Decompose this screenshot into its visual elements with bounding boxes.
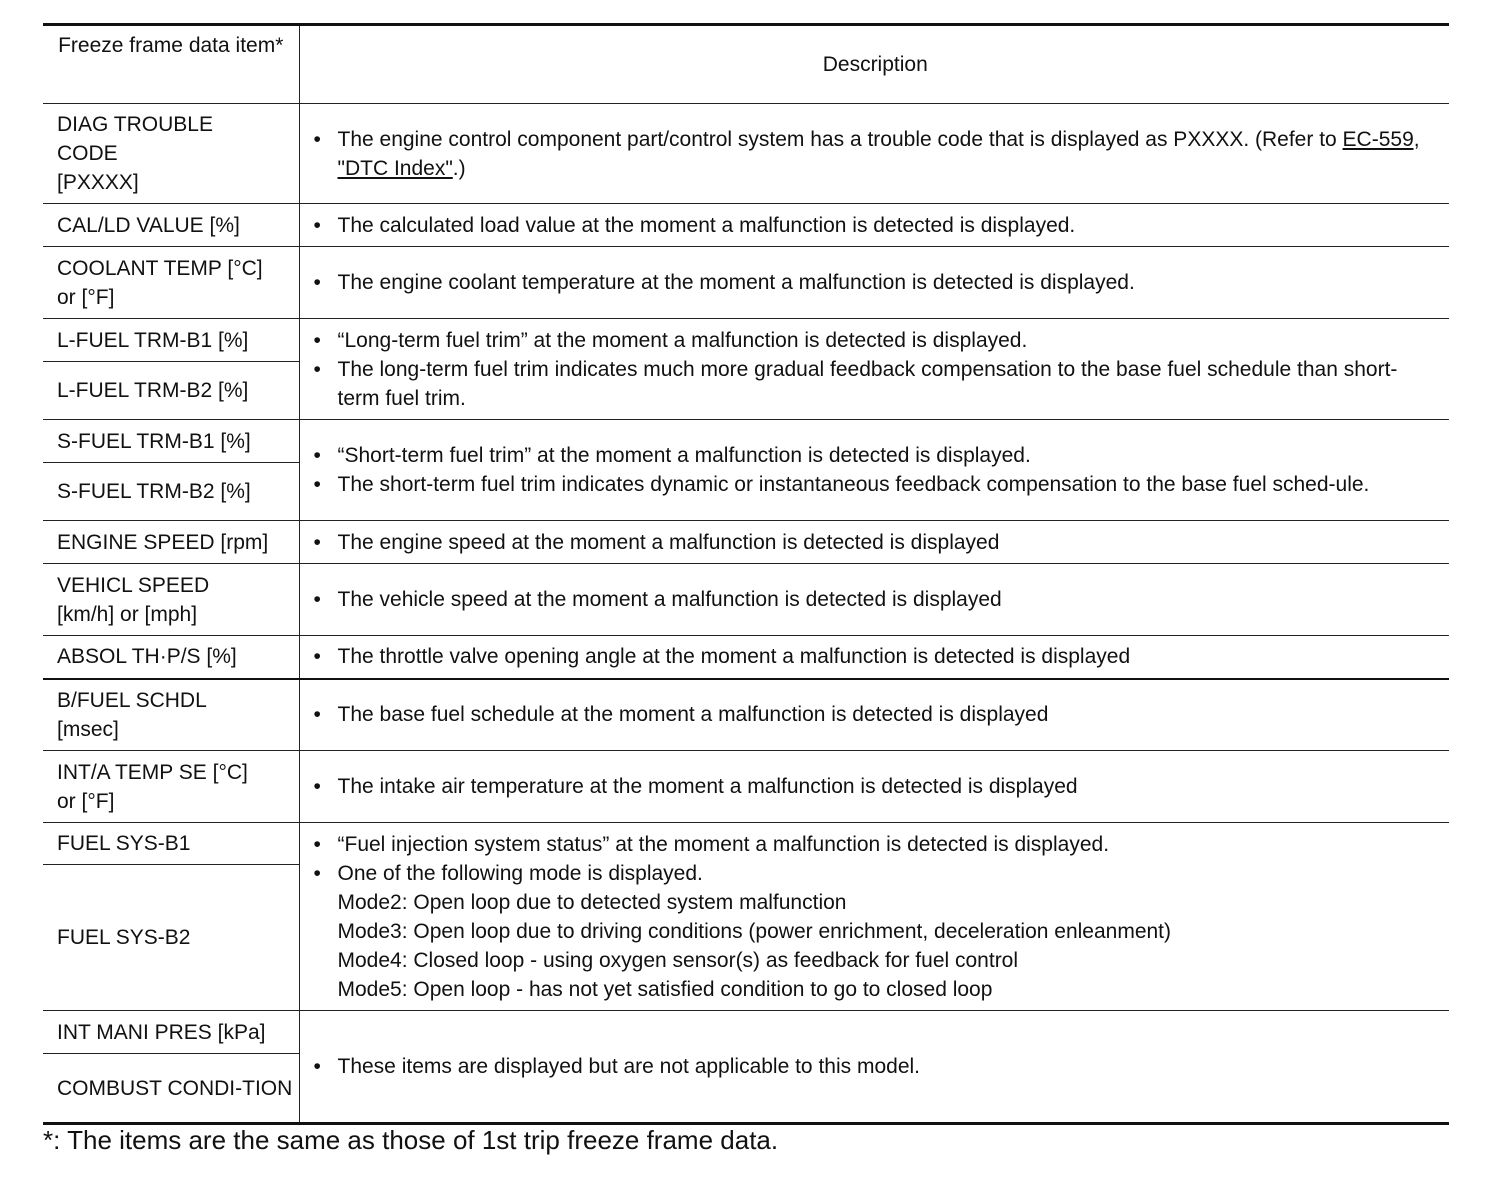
- description-cell: [299, 636, 1449, 679]
- item-cell: S-FUEL TRM-B2 [%]: [43, 463, 299, 521]
- item-cell: CAL/LD VALUE [%]: [43, 204, 299, 247]
- table-row: [43, 319, 1449, 362]
- item-cell: COMBUST CONDI-TION: [43, 1054, 299, 1124]
- bullet-item: • The short-term fuel trim indicates dynamic or instantaneous feedback compensation to the base fuel sched-ule.: [314, 470, 1438, 499]
- item-cell: L-FUEL TRM-B1 [%]: [43, 319, 299, 362]
- item-cell: B/FUEL SCHDL [msec]: [43, 679, 299, 751]
- description-cell: [299, 1011, 1449, 1124]
- item-cell: DIAG TROUBLE CODE [PXXXX]: [43, 104, 299, 204]
- bullet-item: • The throttle valve opening angle at the moment a malfunction is detected is displayed: [314, 642, 1438, 671]
- table-row: [43, 823, 1449, 865]
- mode-item: Mode3: Open loop due to driving conditions (power enrichment, deceleration enleanment): [337, 919, 1171, 943]
- bullet-icon: •: [313, 444, 321, 467]
- bullet-icon: •: [313, 645, 321, 669]
- bullet-item: • The base fuel schedule at the moment a malfunction is detected is displayed: [314, 700, 1438, 729]
- table-row: [43, 420, 1449, 463]
- header-description: Description: [299, 25, 1449, 104]
- description-cell: [299, 751, 1449, 823]
- bullet-item: • “Fuel injection system status” at the moment a malfunction is detected is displayed.: [314, 830, 1438, 859]
- table-row: [43, 564, 1449, 636]
- table-row: [43, 636, 1449, 679]
- bullet-item: • The intake air temperature at the moment a malfunction is detected is displayed: [314, 772, 1438, 801]
- item-cell: INT/A TEMP SE [°C] or [°F]: [43, 751, 299, 823]
- bullet-item: • The calculated load value at the moment a malfunction is detected is displayed.: [314, 211, 1438, 240]
- table-row: [43, 679, 1449, 751]
- bullet-item: • “Long-term fuel trim” at the moment a malfunction is detected is displayed.: [314, 326, 1438, 355]
- freeze-frame-data-table: [43, 23, 1449, 1125]
- item-cell: L-FUEL TRM-B2 [%]: [43, 362, 299, 420]
- table-row: [43, 104, 1449, 204]
- bullet-item: • The engine coolant temperature at the moment a malfunction is detected is displayed.: [314, 268, 1438, 297]
- bullet-icon: •: [313, 213, 321, 237]
- bullet-icon: •: [313, 861, 321, 885]
- table-header-row: [43, 25, 1449, 104]
- bullet-icon: •: [313, 127, 321, 151]
- item-cell: FUEL SYS-B1: [43, 823, 299, 865]
- bullet-icon: •: [313, 588, 321, 611]
- table-row: [43, 204, 1449, 247]
- footnote: *: The items are the same as those of 1st trip freeze frame data.: [43, 1125, 779, 1155]
- bullet-icon: •: [313, 328, 321, 352]
- bullet-item: • “Short-term fuel trim” at the moment a malfunction is detected is displayed.: [314, 441, 1438, 470]
- mode-item: Mode4: Closed loop - using oxygen sensor(s) as feedback for fuel control: [337, 948, 1019, 972]
- item-cell: VEHICL SPEED [km/h] or [mph]: [43, 564, 299, 636]
- bullet-icon: •: [313, 832, 321, 856]
- item-cell: INT MANI PRES [kPa]: [43, 1011, 299, 1054]
- mode-item: Mode2: Open loop due to detected system malfunction: [337, 890, 847, 914]
- bullet-icon: •: [313, 271, 321, 294]
- description-cell: [299, 420, 1449, 521]
- description-cell: [299, 521, 1449, 564]
- description-cell: [299, 823, 1449, 1011]
- item-cell: ABSOL TH·P/S [%]: [43, 636, 299, 679]
- table-row: [43, 521, 1449, 564]
- description-cell: [299, 564, 1449, 636]
- table-row: [43, 247, 1449, 319]
- table-row: [43, 751, 1449, 823]
- bullet-item: • These items are displayed but are not applicable to this model.: [314, 1052, 1438, 1081]
- table-row: [43, 1011, 1449, 1054]
- bullet-icon: •: [313, 530, 321, 554]
- bullet-icon: •: [313, 703, 321, 727]
- bullet-icon: •: [313, 473, 321, 496]
- dtc-index-link[interactable]: EC-559, "DTC Index": [337, 127, 1420, 180]
- bullet-item: • The long-term fuel trim indicates much more gradual feedback compensation to the base fuel schedule than short-term fuel trim.: [314, 355, 1438, 413]
- item-cell: FUEL SYS-B2: [43, 865, 299, 1011]
- description-cell: [299, 319, 1449, 420]
- item-cell: ENGINE SPEED [rpm]: [43, 521, 299, 564]
- mode-item: Mode5: Open loop - has not yet satisfied condition to go to closed loop: [337, 977, 993, 1001]
- bullet-icon: •: [313, 1055, 321, 1078]
- description-cell: [299, 247, 1449, 319]
- item-cell: COOLANT TEMP [°C] or [°F]: [43, 247, 299, 319]
- bullet-icon: •: [313, 357, 321, 381]
- item-cell: S-FUEL TRM-B1 [%]: [43, 420, 299, 463]
- bullet-item: • The vehicle speed at the moment a malfunction is detected is displayed: [314, 585, 1438, 614]
- bullet-icon: •: [313, 775, 321, 798]
- bullet-item: • One of the following mode is displayed.: [314, 859, 1438, 888]
- description-cell: [299, 104, 1449, 204]
- header-item: Freeze frame data item*: [43, 25, 299, 104]
- bullet-item: • The engine control component part/control system has a trouble code that is displayed as PXXXX. (Refer to EC-559, "DTC Index".): [314, 125, 1438, 183]
- description-cell: [299, 679, 1449, 751]
- description-cell: [299, 204, 1449, 247]
- bullet-item: • The engine speed at the moment a malfunction is detected is displayed: [314, 528, 1438, 557]
